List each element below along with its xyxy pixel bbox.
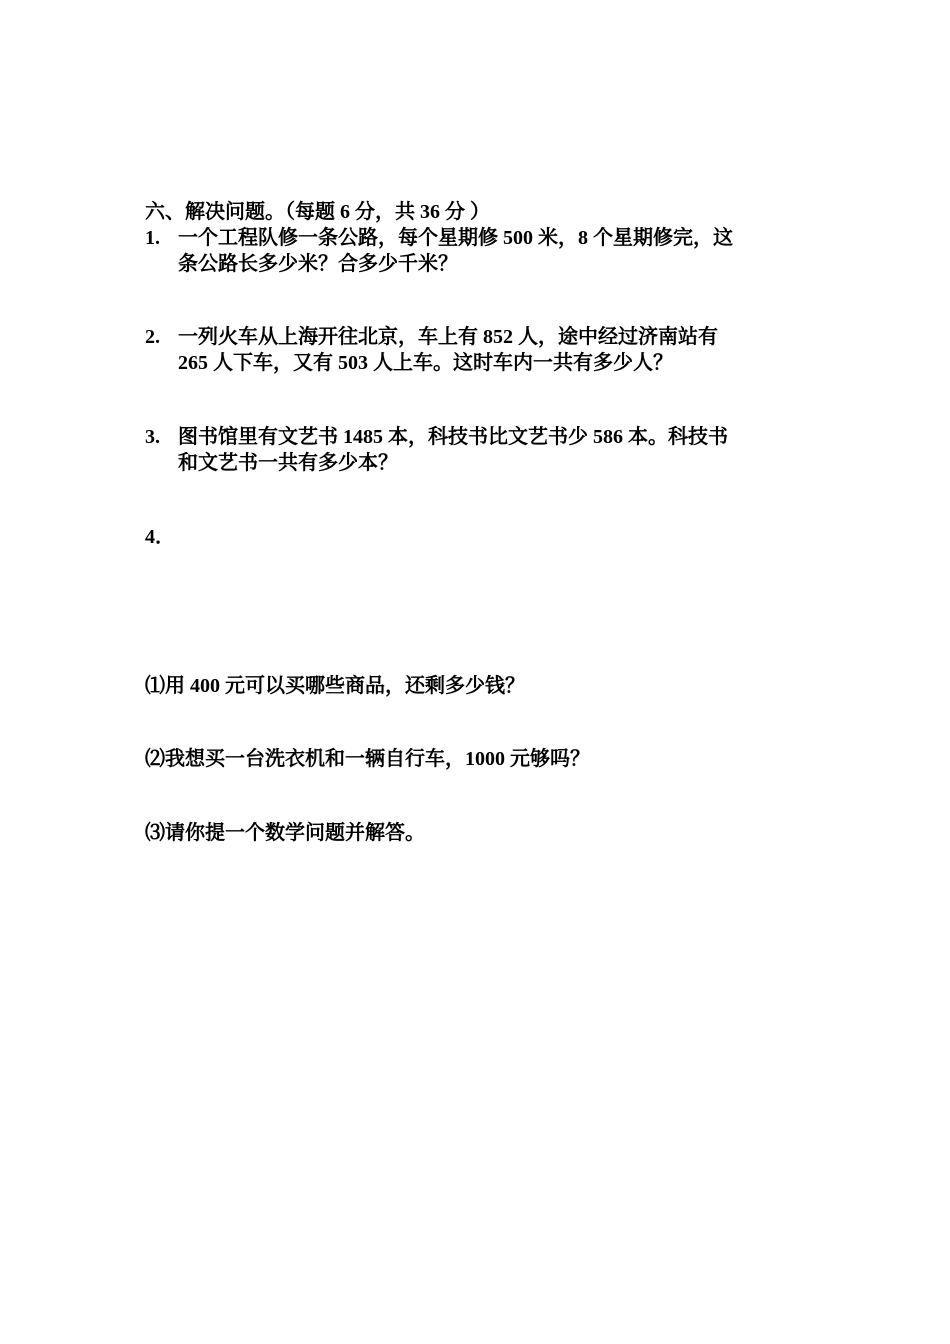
question-line: 和文艺书一共有多少本？	[178, 452, 398, 474]
question-line: 图书馆里有文艺书 1485 本，科技书比文艺书少 586 本。科技书	[178, 426, 728, 448]
section-heading: 六、解决问题。（每题 6 分，共 36 分 ）	[145, 201, 490, 223]
question-number: 3.	[145, 426, 160, 448]
question-line: 一个工程队修一条公路，每个星期修 500 米，8 个星期修完，这	[178, 227, 733, 249]
question-number: 1.	[145, 227, 160, 249]
question-line: 一列火车从上海开往北京，车上有 852 人，途中经过济南站有	[178, 326, 718, 348]
question-text	[178, 424, 815, 476]
question-text	[178, 324, 815, 376]
question-line: 条公路长多少米？合多少千米？	[178, 253, 458, 275]
subquestion-3: ⑶请你提一个数学问题并解答。	[145, 822, 425, 844]
question-2	[145, 324, 815, 376]
question-text	[178, 225, 815, 277]
question-number: 4．	[145, 526, 175, 548]
question-line: 265 人下车，又有 503 人上车。这时车内一共有多少人？	[178, 352, 673, 374]
subquestion-2: ⑵我想买一台洗衣机和一辆自行车，1000 元够吗？	[145, 748, 590, 770]
question-3	[145, 424, 815, 476]
question-number: 2.	[145, 326, 160, 348]
question-1	[145, 225, 815, 277]
subquestion-1: ⑴用 400 元可以买哪些商品，还剩多少钱？	[145, 675, 525, 697]
